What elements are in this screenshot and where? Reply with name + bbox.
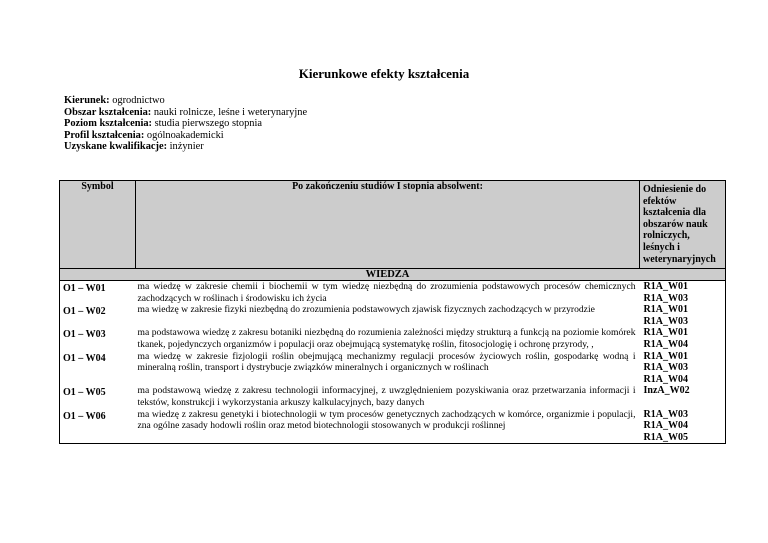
outcome-description: ma podstawowa wiedzę z zakresu botaniki niezbędną do rozumienia zależności między strukturą a funkcją na poziomie komórek tkanek, pojedynczych organizmów i populacji oraz obejmującą systematykę roślin, fitosocjologię i ochronę przyrody, , — [137, 327, 636, 350]
table-row — [60, 385, 726, 408]
outcome-symbol: O1 – W03 — [60, 327, 136, 350]
reference-code: R1A_W05 — [643, 431, 688, 443]
meta-line-profile: Profil kształcenia: ogólnoakademicki — [64, 129, 224, 141]
outcome-symbol: O1 – W06 — [60, 409, 136, 444]
outcome-references — [640, 304, 726, 327]
table-row — [60, 304, 726, 327]
outcome-symbol: O1 – W01 — [60, 281, 136, 305]
outcome-references — [640, 409, 726, 444]
section-row — [60, 269, 726, 281]
reference-code: R1A_W03 — [643, 315, 688, 327]
program-info — [64, 95, 307, 153]
reference-code: R1A_W01 — [643, 304, 688, 316]
outcome-references — [640, 327, 726, 350]
outcome-references — [640, 385, 726, 408]
header-symbol: Symbol — [60, 181, 136, 269]
meta-line-qualification: Uzyskane kwalifikacje: inżynier — [64, 141, 204, 153]
header-description: Po zakończeniu studiów I stopnia absolwent: — [136, 181, 640, 269]
reference-code: R1A_W01 — [643, 327, 688, 339]
document-title: Kierunkowe efekty kształcenia — [298, 66, 470, 81]
outcome-references — [640, 281, 726, 305]
reference-code: R1A_W03 — [643, 362, 688, 374]
reference-code: R1A_W03 — [643, 292, 688, 304]
header-reference: Odniesienie do efektów kształcenia dla obszarów nauk rolniczych, leśnych i weterynaryjnych — [640, 181, 726, 269]
meta-line-level: Poziom kształcenia: studia pierwszego stopnia — [64, 118, 262, 130]
outcome-symbol: O1 – W02 — [60, 304, 136, 327]
table-row — [60, 351, 726, 386]
outcome-symbol: O1 – W04 — [60, 351, 136, 386]
outcome-description: ma podstawową wiedzę z zakresu technologii informacyjnej, z uwzględnieniem pozyskiwania oraz przetwarzania informacji i tekstów, konstrukcji i wykorzystania arkuszy kalkulacyjnych, bazy danych — [137, 385, 636, 408]
reference-code: R1A_W01 — [643, 350, 688, 362]
reference-code: R1A_W04 — [643, 420, 688, 432]
table-row — [60, 409, 726, 444]
outcome-description: ma wiedzę w zakresie fizyki niezbędną do zrozumienia podstawowych zjawisk fizycznych zachodzących w przyrodzie — [137, 304, 595, 316]
outcome-references — [640, 351, 726, 386]
table-row — [60, 281, 726, 305]
table-header-row — [60, 181, 726, 269]
reference-code: InzA_W02 — [643, 385, 690, 397]
reference-code: R1A_W03 — [643, 408, 688, 420]
outcome-description: ma wiedzę w zakresie chemii i biochemii w tym wiedzę niezbędną do zrozumienia podstawowych procesów chemicznych zachodzących w roślinach i środowisku ich życia — [137, 281, 636, 304]
table-row — [60, 327, 726, 350]
learning-outcomes-table — [59, 180, 726, 444]
meta-line-area: Obszar kształcenia: nauki rolnicze, leśne i weterynaryjne — [64, 106, 308, 118]
reference-code: R1A_W04 — [643, 338, 688, 350]
outcome-description: ma wiedzę z zakresu genetyki i biotechnologii w tym procesów genetycznych zachodzących w komórce, organizmie i populacji, zna ogólne zasady hodowli roślin oraz metod biotechnologii stosowanych w produkcji roślinnej — [136, 409, 640, 444]
meta-line-field: Kierunek: ogrodnictwo — [64, 95, 165, 106]
outcome-symbol: O1 – W05 — [60, 385, 136, 408]
outcome-description: ma wiedzę w zakresie fizjologii roślin obejmującą mechanizmy regulacji procesów życiowych roślin, gospodarkę wodną i mineralną roślin, transport i dystrybucje związków mineralnych i organicznych w roślinach — [137, 350, 636, 374]
reference-code: R1A_W01 — [643, 281, 688, 292]
section-title: WIEDZA — [136, 269, 640, 281]
reference-code: R1A_W04 — [643, 373, 688, 385]
